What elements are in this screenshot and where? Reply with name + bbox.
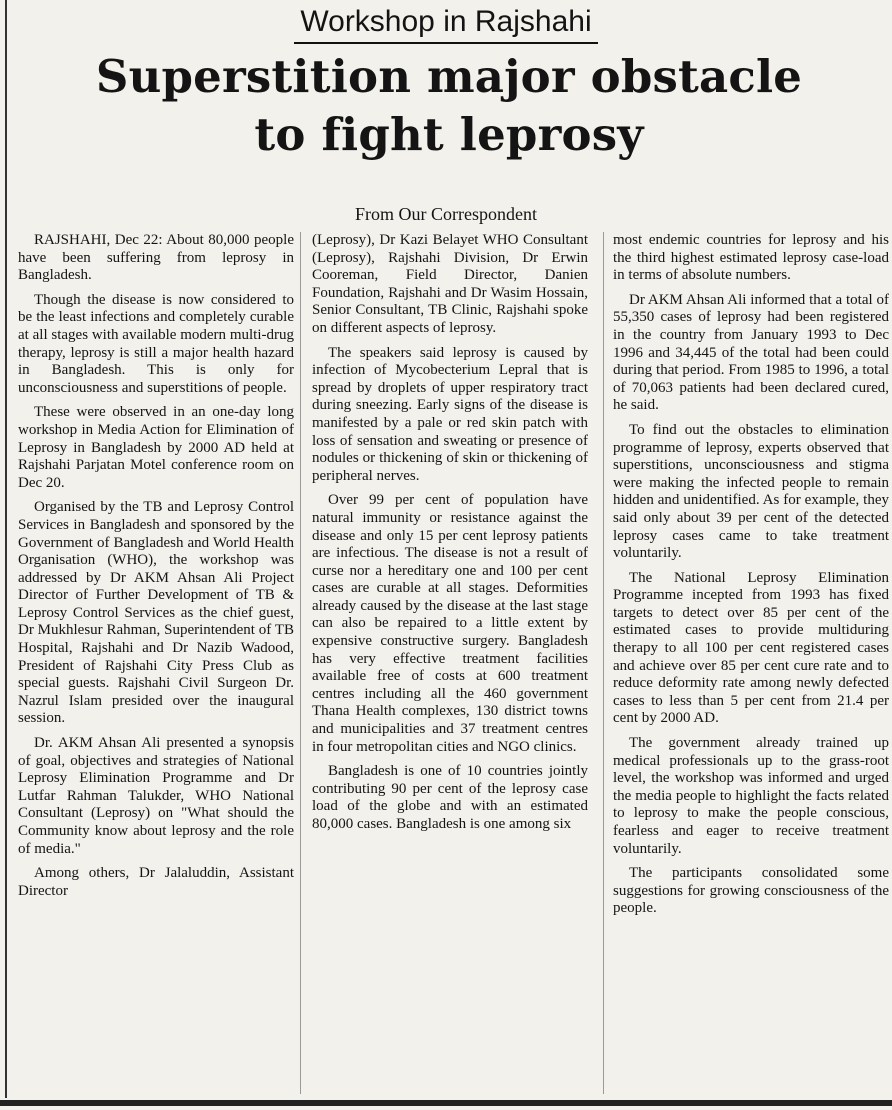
kicker-text: Workshop in Rajshahi	[294, 2, 597, 44]
article-paragraph: The participants consolidated some suggestions for growing consciousness of the people.	[613, 865, 889, 917]
article-paragraph: most endemic countries for leprosy and his the third highest estimated leprosy case-load in terms of absolute numbers.	[613, 232, 889, 284]
column-divider	[300, 232, 301, 1094]
article-paragraph: These were observed in an one-day long workshop in Media Action for Elimination of Leprosy in Bangladesh by 2000 AD held at Rajshahi Parjatan Motel conference room on Dec 20.	[18, 404, 294, 491]
article-paragraph: The National Leprosy Elimination Programme incepted from 1993 has fixed targets to detect over 85 per cent of the estimated cases to provide multiduring therapy to all 100 per cent registered cases and achieve over 85 per cent cure rate and to reduce deformity rate among newly defected cases to less than 5 per cent from 21.4 per cent by 2000 AD.	[613, 569, 889, 727]
kicker	[0, 2, 892, 44]
article-paragraph: Organised by the TB and Leprosy Control Services in Bangladesh and sponsored by the Government of Bangladesh and World Health Organisation (WHO), the workshop was addressed by Dr AKM Ahsan Ali Project Director of Further Development of TB & Leprosy Control Services as the chief guest, Dr Mukhlesur Rahman, Superintendent of TB Hospital, Rajshahi and Dr Nazib Wadood, President of Rajshahi City Press Club as special guests. Rajshahi Civil Surgeon Dr. Nazrul Islam presided over the inaugural session.	[18, 499, 294, 727]
article-paragraph: The speakers said leprosy is caused by infection of Mycobecterium Lepral that is spread by droplets of upper respiratory tract during sneezing. Early signs of the disease is manifested by a pale or red skin patch with loss of sensation and sweating or presence of nodules or thickening of skin or thickening of peripheral nerves.	[312, 344, 588, 484]
article-paragraph: Dr AKM Ahsan Ali informed that a total of 55,350 cases of leprosy had been registered in the country from January 1993 to Dec 1996 and 34,445 of the total had been could during that period. From 1985 to 1996, a total of 70,063 patients had been declared cured, he said.	[613, 291, 889, 414]
article-paragraph: Dr. AKM Ahsan Ali presented a synopsis of goal, objectives and strategies of National Leprosy Elimination Programme and Dr Lutfar Rahman Talukder, WHO National Consultant (Leprosy) on "What should the Community know about leprosy and the role of media."	[18, 735, 294, 857]
headline-line-1: Superstition major obstacle	[95, 50, 803, 103]
article-paragraph: To find out the obstacles to elimination programme of leprosy, experts observed that superstitions, unconsciousness and stigma were making the infected people to remain hidden and unidentified. As for example, they said only about 39 per cent of the detected leprosy cases came to take treatment voluntarily.	[613, 421, 889, 562]
article-paragraph: (Leprosy), Dr Kazi Belayet WHO Consultant (Leprosy), Rajshahi Division, Dr Erwin Cooreman, Field Director, Danien Foundation, Rajshahi and Dr Wasim Hossain, Senior Consultant, TB Clinic, Rajshahi spoke on different aspects of leprosy.	[312, 232, 588, 336]
article-paragraph: Among others, Dr Jalaluddin, Assistant Director	[18, 865, 294, 899]
article-paragraph: Though the disease is now considered to be the least infections and completely curable at all stages with available modern multi-drug therapy, leprosy is still a major health hazard in Bangladesh. This is only for unconsciousness and superstitions of people.	[18, 291, 294, 396]
byline: From Our Correspondent	[355, 204, 537, 224]
article-paragraph: The government already trained up medical professionals up to the grass-root level, the workshop was informed and urged the media people to highlight the facts related to leprosy to make the people conscious, fearless and eager to receive treatment voluntarily.	[613, 735, 889, 857]
article-paragraph: Bangladesh is one of 10 countries jointly contributing 90 per cent of the leprosy case load of the globe and with an estimated 80,000 cases. Bangladesh is one among six	[312, 763, 588, 832]
article-paragraph: Over 99 per cent of population have natural immunity or resistance against the disease and only 15 per cent leprosy patients are infectious. The disease is not a result of curse nor a hereditary one and 100 per cent cases are curable at all stages. Deformities already caused by the disease at the last stage can also be repaired to a little extent by expensive constructive surgery. Bangladesh has very effective treatment facilities available free of costs at 600 treatment centres including all the 460 government Thana Health complexes, 130 district towns and municipalities and 37 treatment centres in four metropolitan cities and NGO clinics.	[312, 492, 588, 755]
headline	[14, 48, 884, 164]
column-divider	[603, 232, 604, 1094]
article-column-1	[18, 232, 294, 907]
article-column-2	[312, 232, 588, 841]
dateline-paragraph: RAJSHAHI, Dec 22: About 80,000 people have been suffering from leprosy in Bangladesh.	[18, 232, 294, 284]
left-border-rule	[5, 0, 7, 1098]
bottom-border-rule	[0, 1100, 892, 1106]
headline-line-2: to fight leprosy	[254, 108, 644, 161]
article-column-3	[613, 232, 889, 925]
